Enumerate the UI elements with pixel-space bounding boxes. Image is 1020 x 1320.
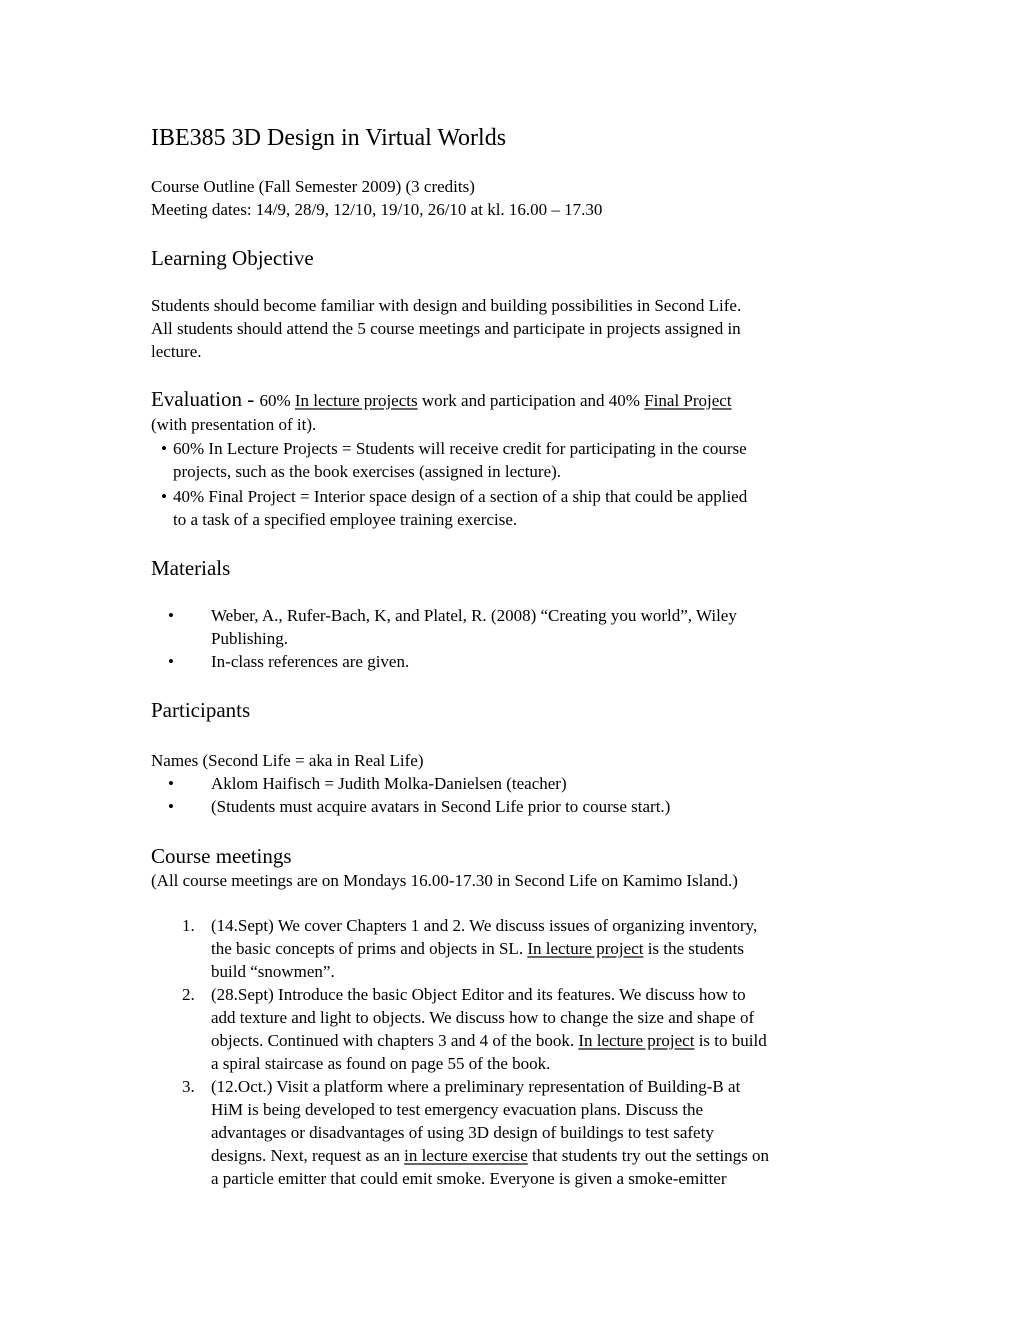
material-text: Publishing. [211, 629, 288, 648]
in-lecture-project-link[interactable]: In lecture project [527, 939, 644, 958]
meeting-text: (28.Sept) Introduce the basic Object Editor and its features. We discuss how to [211, 985, 746, 1004]
bullet-icon: • [168, 652, 174, 671]
bullet-icon: • [161, 439, 167, 458]
objective-text-line: Students should become familiar with design and building possibilities in Second Life. [151, 296, 742, 315]
participants-intro: Names (Second Life = aka in Real Life) [151, 751, 424, 770]
bullet-text: to a task of a specified employee training exercise. [173, 510, 518, 529]
in-lecture-projects-link[interactable]: In lecture projects [294, 391, 418, 410]
final-project-link[interactable]: Final Project [644, 391, 732, 410]
meeting-text: a spiral staircase as found on page 55 of the book. [211, 1054, 551, 1073]
material-text: Weber, A., Rufer-Bach, K, and Platel, R. (2008) “Creating you world”, Wiley [211, 606, 737, 625]
meeting-text-part: that students try out the settings on [527, 1146, 770, 1165]
evaluation-intro [151, 386, 732, 415]
item-number: 2. [182, 985, 195, 1004]
bullet-icon: • [168, 797, 174, 816]
in-lecture-project-link[interactable]: In lecture project [578, 1031, 695, 1050]
bullet-text: projects, such as the book exercises (assigned in lecture). [173, 462, 562, 481]
bullet-text: 40% Final Project = Interior space design of a section of a ship that could be applied [173, 487, 748, 506]
evaluation-heading: Evaluation - [151, 387, 260, 411]
evaluation-text: 60% [259, 391, 295, 410]
meeting-text: (14.Sept) We cover Chapters 1 and 2. We discuss issues of organizing inventory, [211, 916, 758, 935]
evaluation-text: work and participation and 40% [417, 391, 645, 410]
participants-heading: Participants [151, 698, 251, 722]
document-title: IBE385 3D Design in Virtual Worlds [151, 125, 507, 151]
meeting-text: HiM is being developed to test emergency evacuation plans. Discuss the [211, 1100, 704, 1119]
bullet-text: 60% In Lecture Projects = Students will receive credit for participating in the course [173, 439, 747, 458]
meeting-text: a particle emitter that could emit smoke. Everyone is given a smoke-emitter [211, 1169, 727, 1188]
objective-text-line: All students should attend the 5 course meetings and participate in projects assigned in [151, 319, 741, 338]
meeting-text-part: designs. Next, request as an [211, 1146, 405, 1165]
meeting-text-part: the basic concepts of prims and objects in SL. [211, 939, 528, 958]
bullet-icon: • [168, 774, 174, 793]
meeting-text [211, 1144, 769, 1167]
learning-objective-heading: Learning Objective [151, 246, 314, 270]
meeting-text [211, 937, 744, 960]
in-lecture-exercise-link[interactable]: in lecture exercise [404, 1146, 528, 1165]
meeting-text: add texture and light to objects. We discuss how to change the size and shape of [211, 1008, 755, 1027]
item-number: 1. [182, 916, 195, 935]
evaluation-text-line2: (with presentation of it). [151, 415, 317, 434]
participant-text: (Students must acquire avatars in Second Life prior to course start.) [211, 797, 671, 816]
objective-text-line: lecture. [151, 342, 202, 361]
meeting-text-part: is to build [694, 1031, 767, 1050]
item-number: 3. [182, 1077, 195, 1096]
bullet-icon: • [161, 487, 167, 506]
meeting-text-part: is the students [643, 939, 745, 958]
meeting-text-part: objects. Continued with chapters 3 and 4 of the book. [211, 1031, 579, 1050]
meeting-text [211, 1029, 767, 1052]
bullet-icon: • [168, 606, 174, 625]
participant-text: Aklom Haifisch = Judith Molka-Danielsen (teacher) [211, 774, 567, 793]
material-text: In-class references are given. [211, 652, 410, 671]
meeting-text: build “snowmen”. [211, 962, 335, 981]
course-meetings-intro: (All course meetings are on Mondays 16.00-17.30 in Second Life on Kamimo Island.) [151, 871, 738, 890]
course-outline-line: Course Outline (Fall Semester 2009) (3 credits) [151, 177, 475, 196]
materials-heading: Materials [151, 556, 231, 580]
meeting-text: (12.Oct.) Visit a platform where a preliminary representation of Building-B at [211, 1077, 741, 1096]
meeting-text: advantages or disadvantages of using 3D design of buildings to test safety [211, 1123, 714, 1142]
meeting-dates-line: Meeting dates: 14/9, 28/9, 12/10, 19/10, 26/10 at kl. 16.00 – 17.30 [151, 200, 603, 219]
course-meetings-heading: Course meetings [151, 844, 292, 868]
